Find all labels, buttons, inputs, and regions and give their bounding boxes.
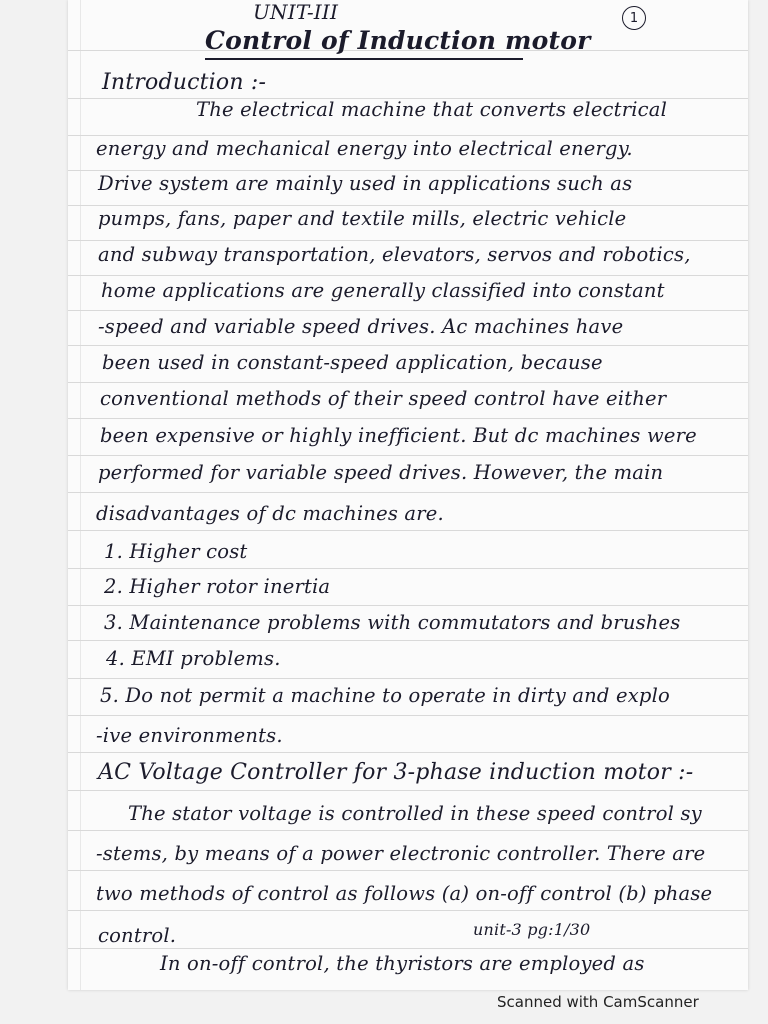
ac-line: In on-off control, the thyristors are employed as: [160, 952, 645, 975]
ruled-line: [68, 310, 748, 311]
scanner-watermark: Scanned with CamScanner: [497, 993, 699, 1011]
ruled-line: [68, 752, 748, 753]
unit-label: UNIT-III: [253, 0, 339, 24]
list-item: 1. Higher cost: [104, 540, 248, 563]
ruled-line: [68, 870, 748, 871]
ruled-line: [68, 418, 748, 419]
page-title: Control of Induction motor: [205, 26, 591, 55]
intro-line: The electrical machine that converts electrical: [196, 98, 668, 121]
ruled-line: [68, 790, 748, 791]
list-item: 2. Higher rotor inertia: [104, 575, 331, 598]
intro-heading: Introduction :-: [102, 70, 267, 95]
page-number-circle: 1: [622, 6, 646, 30]
intro-line: -speed and variable speed drives. Ac machines have: [98, 315, 624, 338]
ruled-line: [68, 640, 748, 641]
ruled-line: [68, 605, 748, 606]
ruled-line: [68, 678, 748, 679]
ruled-line: [68, 345, 748, 346]
ac-line: control.: [98, 924, 177, 947]
ruled-line: [68, 910, 748, 911]
list-item: 3. Maintenance problems with commutators and brushes: [104, 611, 681, 634]
margin-line: [80, 0, 81, 990]
intro-line: been expensive or highly inefficient. But dc machines were: [100, 424, 697, 447]
ruled-line: [68, 568, 748, 569]
list-item: -ive environments.: [96, 724, 283, 747]
intro-line: energy and mechanical energy into electrical energy.: [96, 137, 633, 160]
ruled-line: [68, 205, 748, 206]
intro-line: conventional methods of their speed control have either: [100, 387, 667, 410]
ruled-line: [68, 135, 748, 136]
intro-line: been used in constant-speed application, because: [102, 351, 603, 374]
ruled-line: [68, 275, 748, 276]
ac-line: The stator voltage is controlled in these speed control sy: [128, 802, 702, 825]
intro-line: and subway transportation, elevators, servos and robotics,: [98, 243, 691, 266]
list-item: 4. EMI problems.: [106, 647, 281, 670]
intro-line: pumps, fans, paper and textile mills, electric vehicle: [98, 207, 627, 230]
page-reference: unit-3 pg:1/30: [473, 920, 591, 939]
ac-line: -stems, by means of a power electronic controller. There are: [96, 842, 706, 865]
ruled-line: [68, 530, 748, 531]
ruled-line: [68, 948, 748, 949]
intro-line: disadvantages of dc machines are.: [96, 502, 444, 525]
ruled-line: [68, 492, 748, 493]
intro-line: home applications are generally classified into constant: [101, 279, 665, 302]
ac-heading: AC Voltage Controller for 3-phase induction motor :-: [98, 760, 694, 785]
ruled-line: [68, 715, 748, 716]
ac-line: two methods of control as follows (a) on-off control (b) phase: [96, 882, 713, 905]
intro-line: performed for variable speed drives. However, the main: [98, 461, 664, 484]
ruled-line: [68, 455, 748, 456]
ruled-line: [68, 382, 748, 383]
intro-line: Drive system are mainly used in applications such as: [98, 172, 633, 195]
ruled-line: [68, 170, 748, 171]
list-item: 5. Do not permit a machine to operate in dirty and explo: [100, 684, 670, 707]
ruled-line: [68, 240, 748, 241]
ruled-line: [68, 830, 748, 831]
title-underline: [205, 58, 523, 60]
